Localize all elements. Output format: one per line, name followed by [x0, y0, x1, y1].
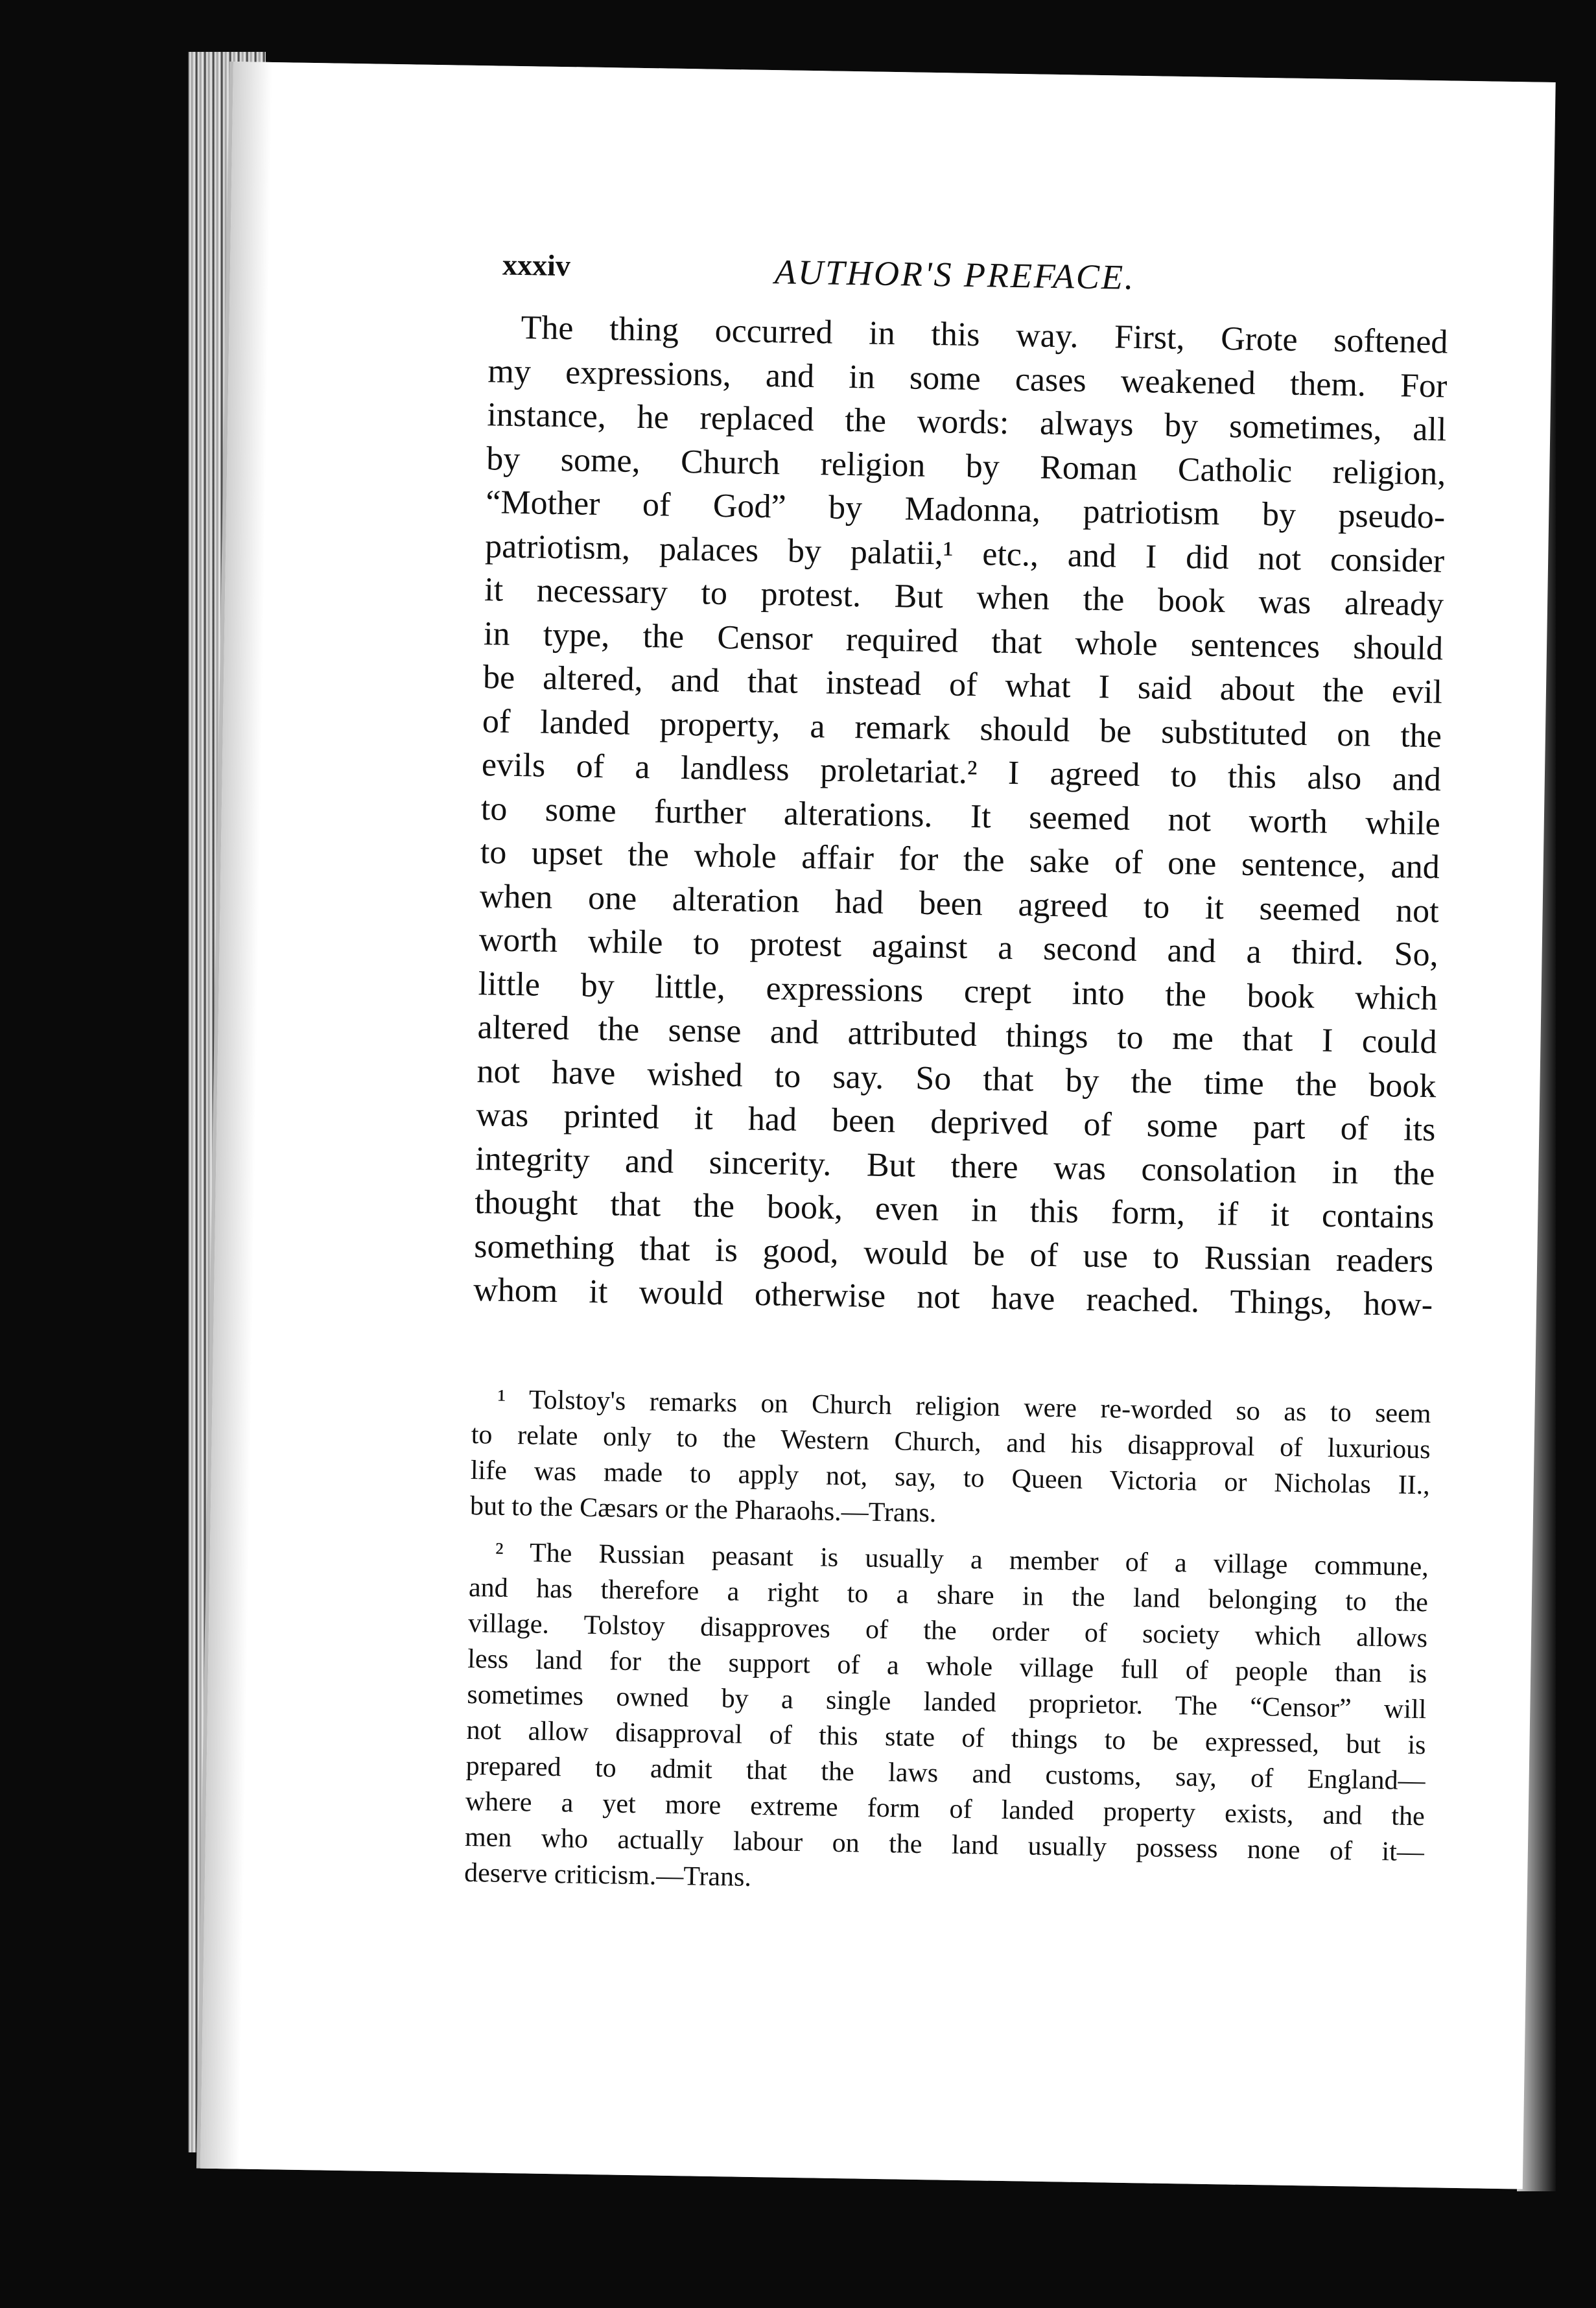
footnote-2-line: village. Tolstoy disapproves of the order of society which allows [467, 1608, 1428, 1654]
body-line: evils of a landless proletariat.² I agreed to this also and [481, 746, 1442, 799]
footnote-1-line: life was made to apply not, say, to Queen Victoria or Nicholas II., [470, 1455, 1431, 1501]
footnote-1-line: but to the Cæsars or the Pharaohs.—Trans. [469, 1491, 937, 1529]
footnote-1-line: to relate only to the Western Church, and his disapproval of luxurious [471, 1420, 1431, 1465]
footnote-2-line: not allow disapproval of this state of things to be expressed, but is [466, 1715, 1426, 1761]
body-line: in type, the Censor required that whole sentences should [483, 615, 1444, 667]
footnote-2-line: and has therefore a right to a share in the land belonging to the [468, 1572, 1429, 1618]
body-line: when one alteration had been agreed to it seemed not [479, 877, 1440, 930]
body-line: something that is good, would be of use to Russian readers [473, 1227, 1434, 1280]
body-line: it necessary to protest. But when the book was already [484, 571, 1444, 624]
footnote-2-line: where a yet more extreme form of landed property exists, and the [465, 1786, 1426, 1832]
running-head: AUTHOR'S PREFACE. [774, 252, 1136, 297]
body-line: was printed it had been deprived of some part of its [476, 1096, 1436, 1149]
body-line: to upset the whole affair for the sake of one sentence, and [480, 834, 1440, 886]
body-line: to some further alterations. It seemed not worth while [480, 790, 1441, 842]
book-page [200, 62, 1556, 2189]
body-line: not have wished to say. So that by the time the book [476, 1052, 1437, 1105]
body-line: thought that the book, even in this form, if it contains [474, 1184, 1435, 1236]
body-line: be altered, and that instead of what I said about the evil [482, 659, 1443, 711]
body-line: my expressions, and in some cases weakened them. For [487, 352, 1448, 405]
body-line: instance, he replaced the words: always by sometimes, all [487, 396, 1447, 449]
body-line: worth while to protest against a second and a third. So, [478, 921, 1439, 974]
footnote-2-line: men who actually labour on the land usually possess none of it— [464, 1822, 1425, 1868]
body-line: patriotism, palaces by palatii,¹ etc., and I did not consider [484, 527, 1445, 580]
body-line: whom it would otherwise not have reached. Things, how- [473, 1271, 1433, 1324]
body-paragraph [473, 305, 1448, 1327]
body-line: “Mother of God” by Madonna, patriotism by pseudo- [485, 484, 1446, 536]
body-line: by some, Church religion by Roman Catholic religion, [486, 440, 1446, 492]
footnote-2-line: deserve criticism.—Trans. [464, 1857, 752, 1892]
body-line: altered the sense and attributed things to me that I could [477, 1009, 1437, 1061]
footnote-2-line: sometimes owned by a single landed proprietor. The “Censor” will [467, 1679, 1427, 1725]
body-line: of landed property, a remark should be substituted on the [482, 702, 1442, 755]
body-line: integrity and sincerity. But there was consolation in the [475, 1140, 1435, 1192]
footnote-2-line: prepared to admit that the laws and customs, say, of England— [465, 1750, 1426, 1796]
body-line: little by little, expressions crept into the book which [478, 965, 1438, 1017]
footnotes [464, 1382, 1431, 1906]
footnote-2-line: ² The Russian peasant is usually a member of a village commune, [495, 1537, 1429, 1583]
footnote-2-line: less land for the support of a whole village full of people than is [467, 1643, 1427, 1690]
footnote-1-line: ¹ Tolstoy's remarks on Church religion were re-worded so as to seem [497, 1384, 1431, 1430]
page-header [502, 248, 1462, 308]
page-number: xxxiv [502, 248, 571, 283]
body-line: The thing occurred in this way. First, Grote softened [521, 309, 1448, 361]
